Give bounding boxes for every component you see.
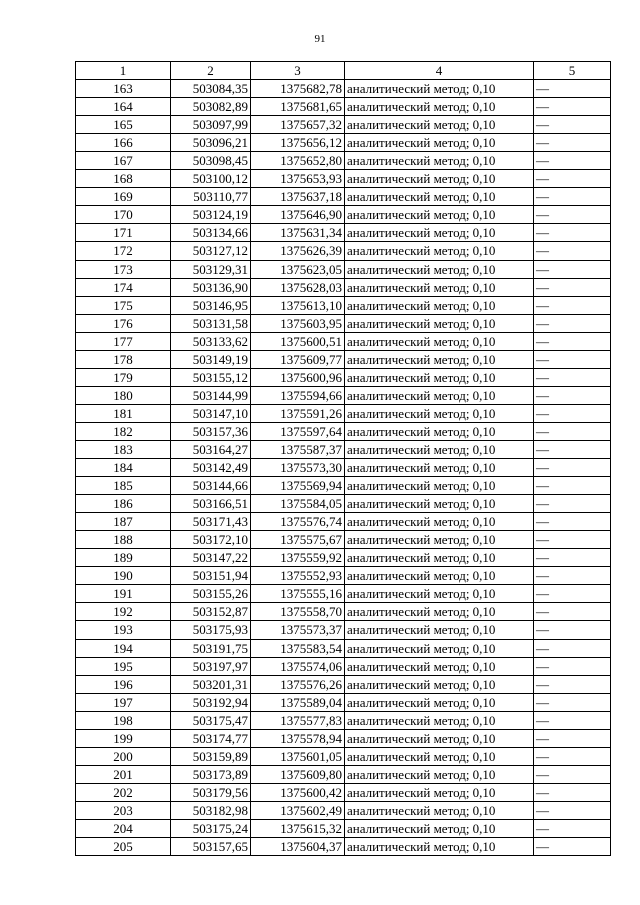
table-row <box>76 296 611 314</box>
method-accuracy-cell: аналитический метод; 0,10 <box>345 80 534 98</box>
table-row <box>76 693 611 711</box>
description-cell: — <box>534 729 611 747</box>
method-accuracy-cell: аналитический метод; 0,10 <box>345 513 534 531</box>
y-coordinate-cell: 1375637,18 <box>251 188 345 206</box>
method-accuracy-cell: аналитический метод; 0,10 <box>345 422 534 440</box>
y-coordinate-cell: 1375577,83 <box>251 711 345 729</box>
table-row <box>76 206 611 224</box>
table-row <box>76 675 611 693</box>
method-accuracy-cell: аналитический метод; 0,10 <box>345 242 534 260</box>
point-number-cell: 169 <box>76 188 171 206</box>
point-number-cell: 194 <box>76 639 171 657</box>
table-row <box>76 368 611 386</box>
y-coordinate-cell: 1375576,74 <box>251 513 345 531</box>
method-accuracy-cell: аналитический метод; 0,10 <box>345 404 534 422</box>
x-coordinate-cell: 503155,12 <box>171 368 251 386</box>
method-accuracy-cell: аналитический метод; 0,10 <box>345 621 534 639</box>
point-number-cell: 202 <box>76 783 171 801</box>
table-row <box>76 459 611 477</box>
header-row <box>76 62 611 80</box>
x-coordinate-cell: 503134,66 <box>171 224 251 242</box>
point-number-cell: 175 <box>76 296 171 314</box>
y-coordinate-cell: 1375555,16 <box>251 585 345 603</box>
table-row <box>76 477 611 495</box>
description-cell: — <box>534 332 611 350</box>
table-row <box>76 801 611 819</box>
table-row <box>76 711 611 729</box>
page-number: 91 <box>314 33 326 45</box>
y-coordinate-cell: 1375600,96 <box>251 368 345 386</box>
description-cell: — <box>534 404 611 422</box>
method-accuracy-cell: аналитический метод; 0,10 <box>345 838 534 856</box>
table-row <box>76 621 611 639</box>
y-coordinate-cell: 1375623,05 <box>251 260 345 278</box>
x-coordinate-cell: 503173,89 <box>171 765 251 783</box>
description-cell: — <box>534 116 611 134</box>
x-coordinate-cell: 503151,94 <box>171 567 251 585</box>
description-cell: — <box>534 838 611 856</box>
y-coordinate-cell: 1375628,03 <box>251 278 345 296</box>
description-cell: — <box>534 513 611 531</box>
y-coordinate-cell: 1375609,77 <box>251 350 345 368</box>
point-number-cell: 187 <box>76 513 171 531</box>
y-coordinate-cell: 1375587,37 <box>251 440 345 458</box>
x-coordinate-cell: 503147,10 <box>171 404 251 422</box>
table-row <box>76 513 611 531</box>
point-number-cell: 163 <box>76 80 171 98</box>
x-coordinate-cell: 503159,89 <box>171 747 251 765</box>
x-coordinate-cell: 503084,35 <box>171 80 251 98</box>
point-number-cell: 186 <box>76 495 171 513</box>
method-accuracy-cell: аналитический метод; 0,10 <box>345 495 534 513</box>
method-accuracy-cell: аналитический метод; 0,10 <box>345 747 534 765</box>
table-row <box>76 657 611 675</box>
description-cell: — <box>534 531 611 549</box>
y-coordinate-cell: 1375681,65 <box>251 98 345 116</box>
table-row <box>76 783 611 801</box>
x-coordinate-cell: 503131,58 <box>171 314 251 332</box>
y-coordinate-cell: 1375578,94 <box>251 729 345 747</box>
table-row <box>76 765 611 783</box>
column-header-2: 2 <box>171 62 251 80</box>
x-coordinate-cell: 503136,90 <box>171 278 251 296</box>
table-row <box>76 567 611 585</box>
method-accuracy-cell: аналитический метод; 0,10 <box>345 603 534 621</box>
table-row <box>76 819 611 837</box>
table-row <box>76 747 611 765</box>
description-cell: — <box>534 350 611 368</box>
x-coordinate-cell: 503182,98 <box>171 801 251 819</box>
x-coordinate-cell: 503146,95 <box>171 296 251 314</box>
method-accuracy-cell: аналитический метод; 0,10 <box>345 296 534 314</box>
x-coordinate-cell: 503142,49 <box>171 459 251 477</box>
description-cell: — <box>534 296 611 314</box>
method-accuracy-cell: аналитический метод; 0,10 <box>345 98 534 116</box>
y-coordinate-cell: 1375569,94 <box>251 477 345 495</box>
y-coordinate-cell: 1375558,70 <box>251 603 345 621</box>
y-coordinate-cell: 1375574,06 <box>251 657 345 675</box>
table-row <box>76 404 611 422</box>
method-accuracy-cell: аналитический метод; 0,10 <box>345 693 534 711</box>
x-coordinate-cell: 503192,94 <box>171 693 251 711</box>
x-coordinate-cell: 503175,24 <box>171 819 251 837</box>
table-row <box>76 170 611 188</box>
description-cell: — <box>534 477 611 495</box>
description-cell: — <box>534 603 611 621</box>
y-coordinate-cell: 1375609,80 <box>251 765 345 783</box>
method-accuracy-cell: аналитический метод; 0,10 <box>345 639 534 657</box>
point-number-cell: 183 <box>76 440 171 458</box>
y-coordinate-cell: 1375601,05 <box>251 747 345 765</box>
method-accuracy-cell: аналитический метод; 0,10 <box>345 729 534 747</box>
method-accuracy-cell: аналитический метод; 0,10 <box>345 765 534 783</box>
point-number-cell: 172 <box>76 242 171 260</box>
x-coordinate-cell: 503157,36 <box>171 422 251 440</box>
point-number-cell: 182 <box>76 422 171 440</box>
method-accuracy-cell: аналитический метод; 0,10 <box>345 531 534 549</box>
table-row <box>76 278 611 296</box>
point-number-cell: 179 <box>76 368 171 386</box>
table-row <box>76 152 611 170</box>
y-coordinate-cell: 1375552,93 <box>251 567 345 585</box>
point-number-cell: 197 <box>76 693 171 711</box>
method-accuracy-cell: аналитический метод; 0,10 <box>345 801 534 819</box>
x-coordinate-cell: 503152,87 <box>171 603 251 621</box>
point-number-cell: 203 <box>76 801 171 819</box>
point-number-cell: 205 <box>76 838 171 856</box>
method-accuracy-cell: аналитический метод; 0,10 <box>345 278 534 296</box>
method-accuracy-cell: аналитический метод; 0,10 <box>345 477 534 495</box>
column-header-5: 5 <box>534 62 611 80</box>
x-coordinate-cell: 503155,26 <box>171 585 251 603</box>
description-cell: — <box>534 675 611 693</box>
point-number-cell: 196 <box>76 675 171 693</box>
y-coordinate-cell: 1375646,90 <box>251 206 345 224</box>
point-number-cell: 192 <box>76 603 171 621</box>
point-number-cell: 190 <box>76 567 171 585</box>
description-cell: — <box>534 440 611 458</box>
description-cell: — <box>534 80 611 98</box>
method-accuracy-cell: аналитический метод; 0,10 <box>345 657 534 675</box>
method-accuracy-cell: аналитический метод; 0,10 <box>345 260 534 278</box>
table-row <box>76 98 611 116</box>
x-coordinate-cell: 503174,77 <box>171 729 251 747</box>
x-coordinate-cell: 503201,31 <box>171 675 251 693</box>
x-coordinate-cell: 503171,43 <box>171 513 251 531</box>
x-coordinate-cell: 503110,77 <box>171 188 251 206</box>
description-cell: — <box>534 693 611 711</box>
method-accuracy-cell: аналитический метод; 0,10 <box>345 675 534 693</box>
point-number-cell: 188 <box>76 531 171 549</box>
description-cell: — <box>534 386 611 404</box>
method-accuracy-cell: аналитический метод; 0,10 <box>345 459 534 477</box>
x-coordinate-cell: 503191,75 <box>171 639 251 657</box>
point-number-cell: 180 <box>76 386 171 404</box>
table-row <box>76 838 611 856</box>
method-accuracy-cell: аналитический метод; 0,10 <box>345 224 534 242</box>
description-cell: — <box>534 278 611 296</box>
point-number-cell: 198 <box>76 711 171 729</box>
method-accuracy-cell: аналитический метод; 0,10 <box>345 188 534 206</box>
x-coordinate-cell: 503133,62 <box>171 332 251 350</box>
y-coordinate-cell: 1375575,67 <box>251 531 345 549</box>
table-row <box>76 603 611 621</box>
point-number-cell: 164 <box>76 98 171 116</box>
table-row <box>76 116 611 134</box>
point-number-cell: 184 <box>76 459 171 477</box>
x-coordinate-cell: 503082,89 <box>171 98 251 116</box>
y-coordinate-cell: 1375559,92 <box>251 549 345 567</box>
table-row <box>76 188 611 206</box>
y-coordinate-cell: 1375591,26 <box>251 404 345 422</box>
method-accuracy-cell: аналитический метод; 0,10 <box>345 116 534 134</box>
point-number-cell: 176 <box>76 314 171 332</box>
table-row <box>76 314 611 332</box>
table-row <box>76 422 611 440</box>
point-number-cell: 193 <box>76 621 171 639</box>
description-cell: — <box>534 567 611 585</box>
x-coordinate-cell: 503172,10 <box>171 531 251 549</box>
column-header-4: 4 <box>345 62 534 80</box>
y-coordinate-cell: 1375604,37 <box>251 838 345 856</box>
y-coordinate-cell: 1375615,32 <box>251 819 345 837</box>
y-coordinate-cell: 1375583,54 <box>251 639 345 657</box>
point-number-cell: 177 <box>76 332 171 350</box>
y-coordinate-cell: 1375576,26 <box>251 675 345 693</box>
y-coordinate-cell: 1375682,78 <box>251 80 345 98</box>
description-cell: — <box>534 152 611 170</box>
x-coordinate-cell: 503100,12 <box>171 170 251 188</box>
description-cell: — <box>534 134 611 152</box>
point-number-cell: 181 <box>76 404 171 422</box>
description-cell: — <box>534 621 611 639</box>
y-coordinate-cell: 1375584,05 <box>251 495 345 513</box>
point-number-cell: 174 <box>76 278 171 296</box>
method-accuracy-cell: аналитический метод; 0,10 <box>345 549 534 567</box>
x-coordinate-cell: 503164,27 <box>171 440 251 458</box>
x-coordinate-cell: 503098,45 <box>171 152 251 170</box>
table-row <box>76 332 611 350</box>
x-coordinate-cell: 503124,19 <box>171 206 251 224</box>
x-coordinate-cell: 503096,21 <box>171 134 251 152</box>
point-number-cell: 166 <box>76 134 171 152</box>
y-coordinate-cell: 1375613,10 <box>251 296 345 314</box>
point-number-cell: 200 <box>76 747 171 765</box>
point-number-cell: 189 <box>76 549 171 567</box>
method-accuracy-cell: аналитический метод; 0,10 <box>345 711 534 729</box>
coordinates-table <box>75 61 611 856</box>
point-number-cell: 185 <box>76 477 171 495</box>
description-cell: — <box>534 711 611 729</box>
point-number-cell: 191 <box>76 585 171 603</box>
table-row <box>76 585 611 603</box>
method-accuracy-cell: аналитический метод; 0,10 <box>345 783 534 801</box>
description-cell: — <box>534 206 611 224</box>
method-accuracy-cell: аналитический метод; 0,10 <box>345 386 534 404</box>
x-coordinate-cell: 503175,47 <box>171 711 251 729</box>
y-coordinate-cell: 1375600,51 <box>251 332 345 350</box>
description-cell: — <box>534 422 611 440</box>
description-cell: — <box>534 783 611 801</box>
y-coordinate-cell: 1375594,66 <box>251 386 345 404</box>
table-row <box>76 134 611 152</box>
method-accuracy-cell: аналитический метод; 0,10 <box>345 585 534 603</box>
method-accuracy-cell: аналитический метод; 0,10 <box>345 206 534 224</box>
x-coordinate-cell: 503129,31 <box>171 260 251 278</box>
description-cell: — <box>534 459 611 477</box>
x-coordinate-cell: 503197,97 <box>171 657 251 675</box>
description-cell: — <box>534 549 611 567</box>
method-accuracy-cell: аналитический метод; 0,10 <box>345 134 534 152</box>
y-coordinate-cell: 1375600,42 <box>251 783 345 801</box>
column-header-1: 1 <box>76 62 171 80</box>
y-coordinate-cell: 1375573,30 <box>251 459 345 477</box>
table-row <box>76 242 611 260</box>
method-accuracy-cell: аналитический метод; 0,10 <box>345 332 534 350</box>
x-coordinate-cell: 503147,22 <box>171 549 251 567</box>
point-number-cell: 171 <box>76 224 171 242</box>
x-coordinate-cell: 503097,99 <box>171 116 251 134</box>
table-row <box>76 350 611 368</box>
y-coordinate-cell: 1375652,80 <box>251 152 345 170</box>
description-cell: — <box>534 224 611 242</box>
table-row <box>76 495 611 513</box>
y-coordinate-cell: 1375573,37 <box>251 621 345 639</box>
description-cell: — <box>534 314 611 332</box>
description-cell: — <box>534 747 611 765</box>
y-coordinate-cell: 1375603,95 <box>251 314 345 332</box>
method-accuracy-cell: аналитический метод; 0,10 <box>345 350 534 368</box>
description-cell: — <box>534 260 611 278</box>
method-accuracy-cell: аналитический метод; 0,10 <box>345 152 534 170</box>
point-number-cell: 201 <box>76 765 171 783</box>
x-coordinate-cell: 503144,66 <box>171 477 251 495</box>
method-accuracy-cell: аналитический метод; 0,10 <box>345 170 534 188</box>
point-number-cell: 168 <box>76 170 171 188</box>
x-coordinate-cell: 503144,99 <box>171 386 251 404</box>
x-coordinate-cell: 503149,19 <box>171 350 251 368</box>
x-coordinate-cell: 503166,51 <box>171 495 251 513</box>
y-coordinate-cell: 1375597,64 <box>251 422 345 440</box>
table-row <box>76 80 611 98</box>
description-cell: — <box>534 495 611 513</box>
table-row <box>76 260 611 278</box>
description-cell: — <box>534 801 611 819</box>
y-coordinate-cell: 1375653,93 <box>251 170 345 188</box>
x-coordinate-cell: 503157,65 <box>171 838 251 856</box>
table-row <box>76 386 611 404</box>
y-coordinate-cell: 1375602,49 <box>251 801 345 819</box>
method-accuracy-cell: аналитический метод; 0,10 <box>345 440 534 458</box>
description-cell: — <box>534 188 611 206</box>
y-coordinate-cell: 1375631,34 <box>251 224 345 242</box>
x-coordinate-cell: 503127,12 <box>171 242 251 260</box>
method-accuracy-cell: аналитический метод; 0,10 <box>345 567 534 585</box>
y-coordinate-cell: 1375657,32 <box>251 116 345 134</box>
method-accuracy-cell: аналитический метод; 0,10 <box>345 314 534 332</box>
table-row <box>76 440 611 458</box>
x-coordinate-cell: 503179,56 <box>171 783 251 801</box>
description-cell: — <box>534 765 611 783</box>
description-cell: — <box>534 657 611 675</box>
method-accuracy-cell: аналитический метод; 0,10 <box>345 368 534 386</box>
y-coordinate-cell: 1375656,12 <box>251 134 345 152</box>
table-row <box>76 549 611 567</box>
description-cell: — <box>534 585 611 603</box>
point-number-cell: 170 <box>76 206 171 224</box>
table-row <box>76 639 611 657</box>
description-cell: — <box>534 639 611 657</box>
x-coordinate-cell: 503175,93 <box>171 621 251 639</box>
point-number-cell: 204 <box>76 819 171 837</box>
description-cell: — <box>534 170 611 188</box>
point-number-cell: 167 <box>76 152 171 170</box>
description-cell: — <box>534 242 611 260</box>
table-row <box>76 729 611 747</box>
y-coordinate-cell: 1375626,39 <box>251 242 345 260</box>
point-number-cell: 173 <box>76 260 171 278</box>
description-cell: — <box>534 368 611 386</box>
description-cell: — <box>534 98 611 116</box>
method-accuracy-cell: аналитический метод; 0,10 <box>345 819 534 837</box>
column-header-3: 3 <box>251 62 345 80</box>
table-body <box>76 80 611 856</box>
y-coordinate-cell: 1375589,04 <box>251 693 345 711</box>
table-row <box>76 224 611 242</box>
description-cell: — <box>534 819 611 837</box>
point-number-cell: 165 <box>76 116 171 134</box>
point-number-cell: 178 <box>76 350 171 368</box>
table-row <box>76 531 611 549</box>
point-number-cell: 195 <box>76 657 171 675</box>
point-number-cell: 199 <box>76 729 171 747</box>
